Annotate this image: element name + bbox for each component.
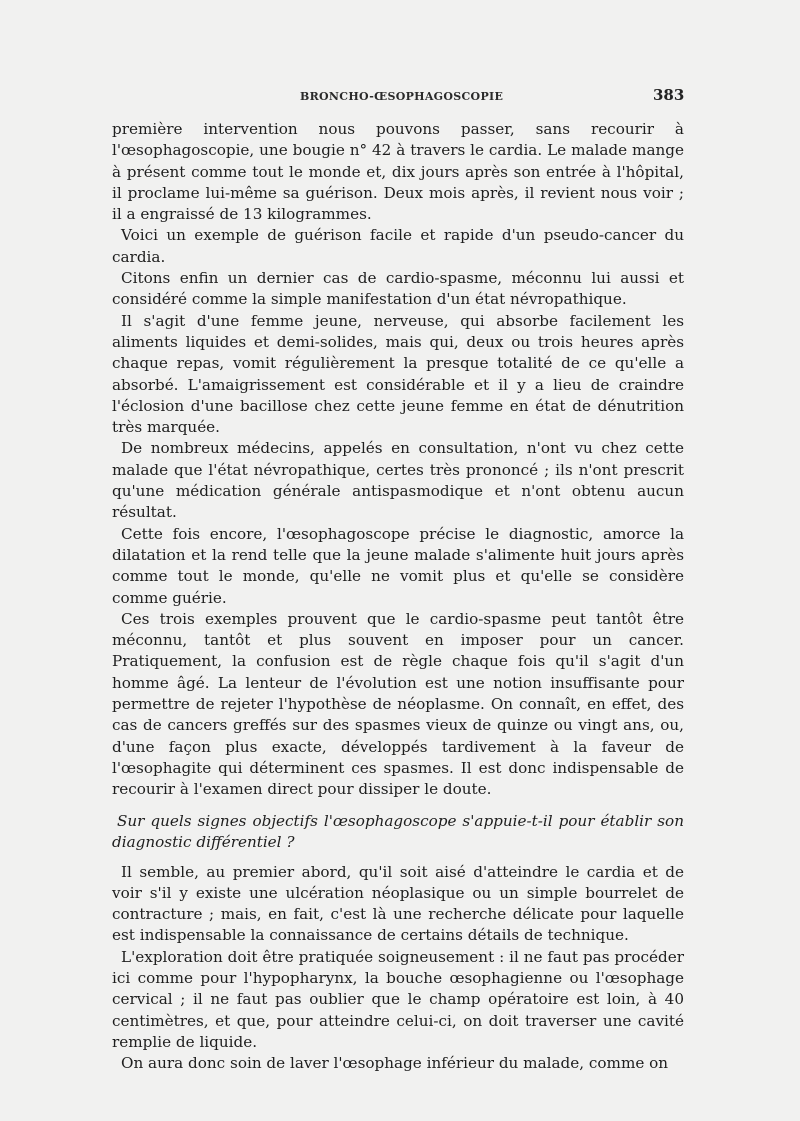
body-text xyxy=(112,119,684,1074)
running-head: BRONCHO-ŒSOPHAGOSCOPIE xyxy=(300,90,504,103)
paragraph: L'exploration doit être pratiquée soigneusement : il ne faut pas procéder ici comme pour l'hypopharynx, la bouche œsophagienne ou l'œsophage cervical ; il ne faut pas oublier que le champ opératoire est loin, à 40 centimètres, et que, pour atteindre celui-ci, on doit traverser une cavité remplie de liquide. xyxy=(112,947,684,1051)
section-question: Sur quels signes objectifs l'œsophagoscope s'appuie-t-il pour établir son diagnostic différentiel ? xyxy=(112,811,684,851)
paragraph: Ces trois exemples prouvent que le cardio-spasme peut tantôt être méconnu, tantôt et plus souvent en imposer pour un cancer. Pratiquement, la confusion est de règle chaque fois qu'il s'agit d'un homme âgé. La lenteur de l'évolution est une notion insuffisante pour permettre de rejeter l'hypothèse de néoplasme. On connaît, en effet, des cas de cancers greffés sur des spasmes vieux de quinze ou vingt ans, ou, d'une façon plus exacte, développés tardivement à la faveur de l'œsophagite qui déterminent ces spasmes. Il est donc indispensable de recourir à l'examen direct pour dissiper le doute. xyxy=(112,609,684,799)
paragraph: Cette fois encore, l'œsophagoscope précise le diagnostic, amorce la dilatation et la rend telle que la jeune malade s'alimente huit jours après comme tout le monde, qu'elle ne vomit plus et qu'elle se considère comme guérie. xyxy=(112,524,684,607)
paragraph: Il semble, au premier abord, qu'il soit aisé d'atteindre le cardia et de voir s'il y existe une ulcération néoplasique ou un simple bourrelet de contracture ; mais, en fait, c'est là une recherche délicate pour laquelle est indispensable la connaissance de certains détails de technique. xyxy=(112,862,684,945)
paragraph: Il s'agit d'une femme jeune, nerveuse, qui absorbe facilement les aliments liquides et demi-solides, mais qui, deux ou trois heures après chaque repas, vomit régulièrement la presque totalité de ce qu'elle a absorbé. L'amaigrissement est considérable et il y a lieu de craindre l'éclosion d'une bacillose chez cette jeune femme en état de dénutrition très marquée. xyxy=(112,311,684,437)
paragraph: première intervention nous pouvons passer, sans recourir à l'œsophagoscopie, une bougie n° 42 à travers le cardia. Le malade mange à présent comme tout le monde et, dix jours après son entrée à l'hôpital, il proclame lui-même sa guérison. Deux mois après, il revient nous voir ; il a engraissé de 13 kilogrammes. xyxy=(112,120,684,224)
paragraph: On aura donc soin de laver l'œsophage inférieur du malade, comme on xyxy=(121,1054,669,1073)
page-number: 383 xyxy=(653,86,685,104)
paragraph: Citons enfin un dernier cas de cardio-spasme, méconnu lui aussi et considéré comme la simple manifestation d'un état névropathique. xyxy=(112,269,684,309)
paragraph: Voici un exemple de guérison facile et rapide d'un pseudo-cancer du cardia. xyxy=(112,226,684,266)
paragraph: De nombreux médecins, appelés en consultation, n'ont vu chez cette malade que l'état névropathique, certes très prononcé ; ils n'ont prescrit qu'une médication générale antispasmodique et n'ont obtenu aucun résultat. xyxy=(112,439,684,522)
